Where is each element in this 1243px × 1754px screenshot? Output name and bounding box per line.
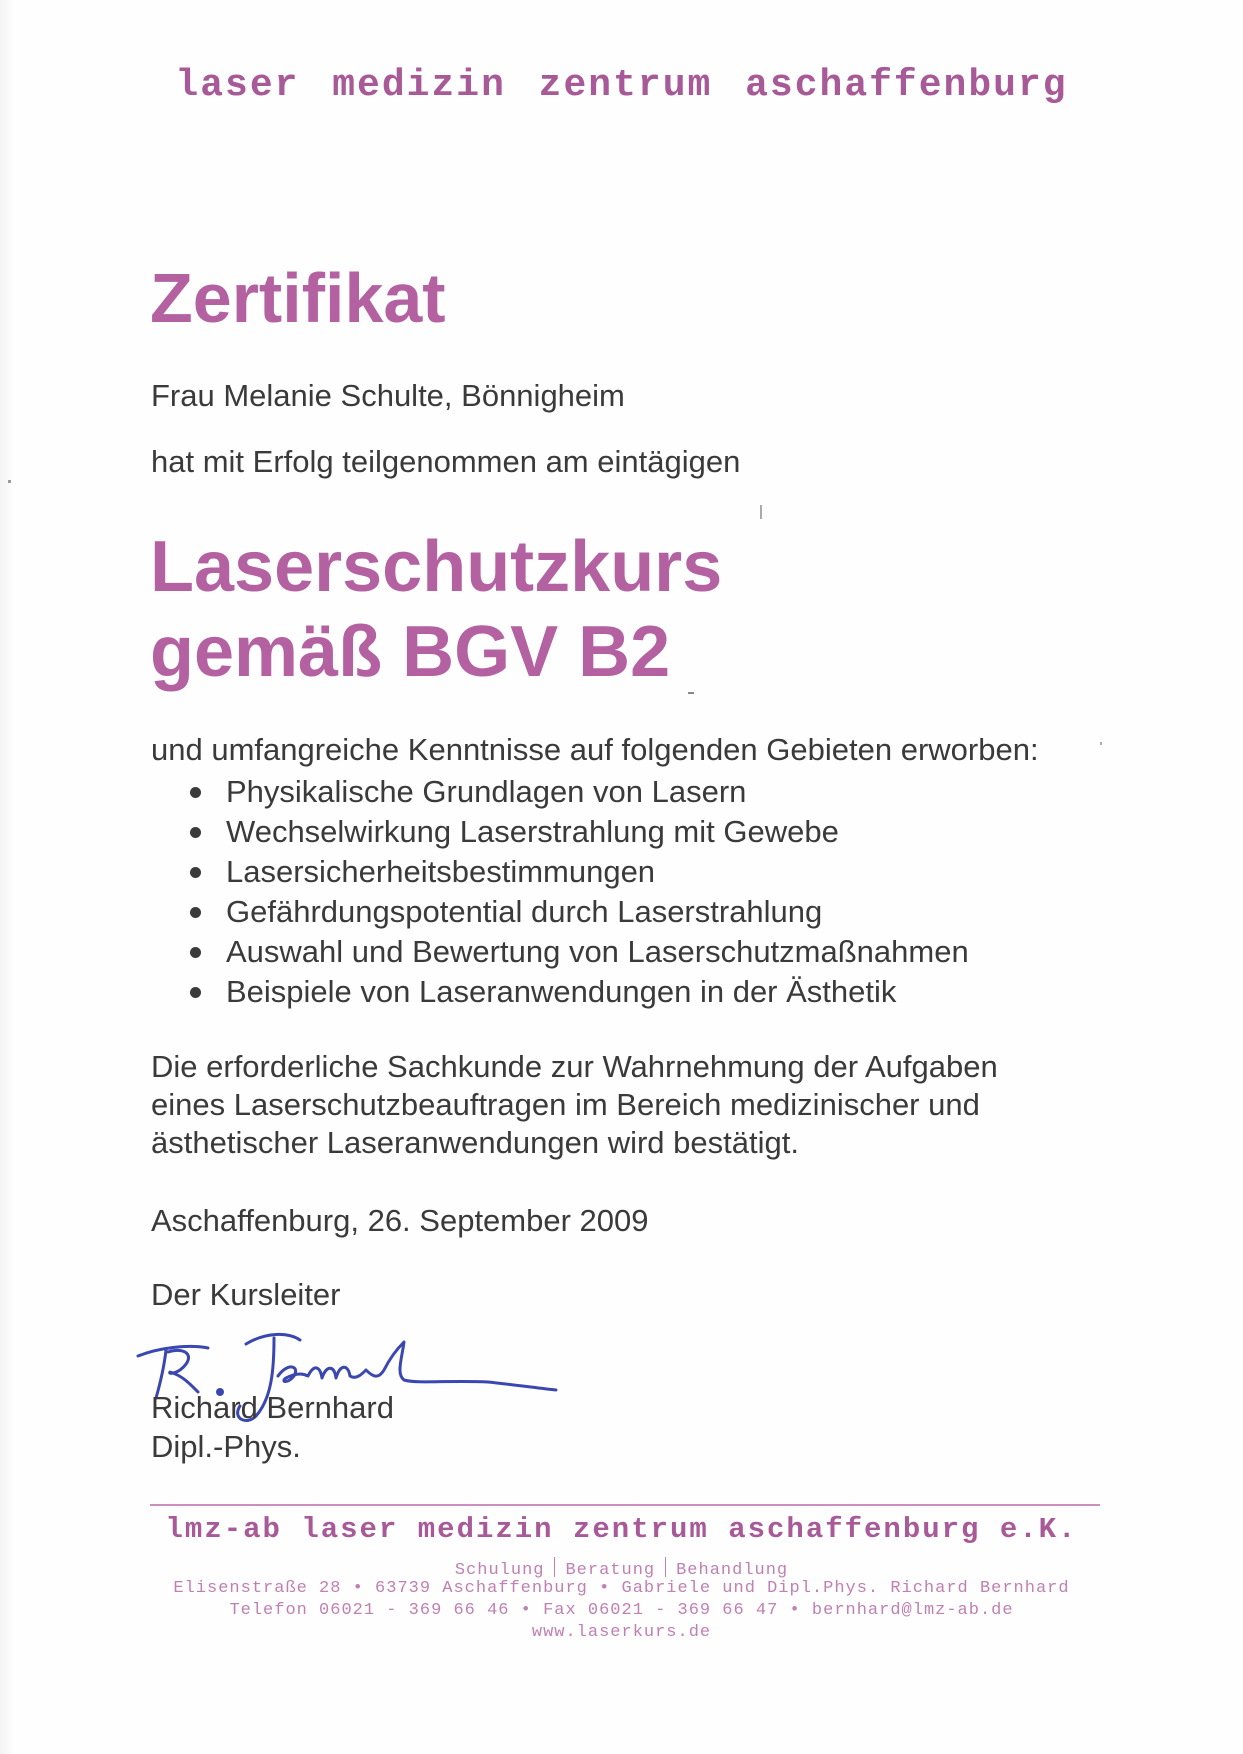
topic-text: Beispiele von Laseranwendungen in der Ästhetik (226, 974, 897, 1009)
scan-speck (688, 692, 694, 694)
bullet-icon (190, 907, 201, 918)
participation-line: hat mit Erfolg teilgenommen am eintägigen (151, 444, 741, 479)
list-item (190, 972, 969, 1012)
list-item (190, 852, 969, 892)
confirmation-paragraph (151, 1048, 998, 1162)
service-item: Behandlung (676, 1561, 789, 1580)
topic-list (190, 772, 969, 1012)
footer-address: Elisenstraße 28 • 63739 Aschaffenburg • Gabriele und Dipl.Phys. Richard Bernhard (173, 1579, 1070, 1598)
scan-edge (0, 0, 14, 1754)
letterhead-title: laser medizin zentrum aschaffenburg (175, 64, 1068, 107)
footer-services (0, 1557, 1243, 1580)
certificate-title: Zertifikat (150, 259, 446, 337)
service-item: Schulung (454, 1561, 545, 1580)
topic-text: Lasersicherheitsbestimmungen (226, 854, 656, 889)
topic-text: Auswahl und Bewertung von Laserschutzmaßnahmen (226, 934, 969, 969)
scan-speck (760, 505, 762, 519)
footer-website: www.laserkurs.de (531, 1623, 712, 1642)
topic-text: Wechselwirkung Laserstrahlung mit Gewebe (226, 814, 839, 849)
list-item (190, 812, 969, 852)
bullet-icon (190, 987, 201, 998)
signer-role: Der Kursleiter (151, 1277, 341, 1312)
list-item (190, 892, 969, 932)
topic-text: Gefährdungspotential durch Laserstrahlung (226, 894, 823, 929)
course-title (150, 525, 722, 695)
list-item (190, 772, 969, 812)
course-title-line-1: Laserschutzkurs (150, 527, 723, 607)
separator (665, 1557, 666, 1577)
bullet-icon (190, 947, 201, 958)
scan-speck (8, 480, 11, 483)
bullet-icon (190, 827, 201, 838)
footer-company-name: lmz-ab laser medizin zentrum aschaffenburg e.K. (165, 1513, 1078, 1546)
bullet-icon (190, 787, 201, 798)
topic-text: Physikalische Grundlagen von Lasern (226, 774, 747, 809)
confirmation-line: ästhetischer Laseranwendungen wird bestätigt. (151, 1125, 799, 1160)
footer-divider (150, 1504, 1100, 1506)
course-title-line-2: gemäß BGV B2 (150, 612, 671, 692)
acquired-line: und umfangreiche Kenntnisse auf folgenden Gebieten erworben: (151, 732, 1039, 767)
list-item (190, 932, 969, 972)
scan-speck (1100, 742, 1102, 745)
confirmation-line: Die erforderliche Sachkunde zur Wahrnehmung der Aufgaben (151, 1049, 998, 1084)
confirmation-line: eines Laserschutzbeauftragen im Bereich medizinischer und (151, 1087, 980, 1122)
bullet-icon (190, 867, 201, 878)
footer-contact: Telefon 06021 - 369 66 46 • Fax 06021 - 369 66 47 • bernhard@lmz-ab.de (229, 1601, 1014, 1620)
separator (554, 1557, 555, 1577)
place-date: Aschaffenburg, 26. September 2009 (151, 1203, 649, 1238)
signer-title: Dipl.-Phys. (151, 1429, 301, 1464)
signer-name: Richard Bernhard (151, 1390, 394, 1425)
recipient-line: Frau Melanie Schulte, Bönnigheim (151, 378, 625, 413)
service-item: Beratung (565, 1561, 656, 1580)
